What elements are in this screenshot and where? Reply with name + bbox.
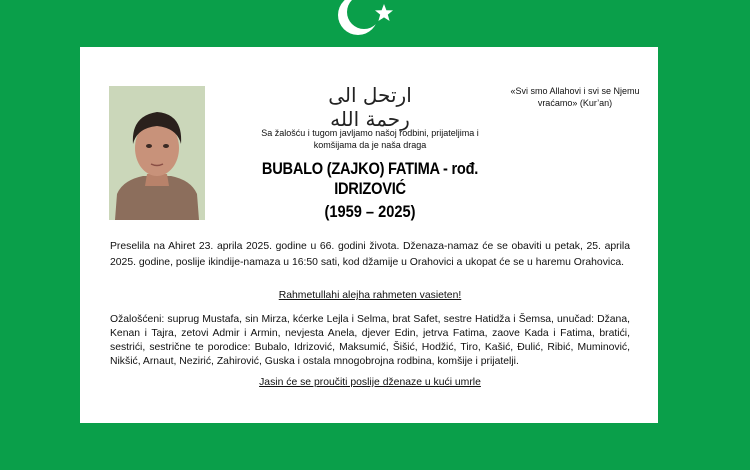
deceased-name: BUBALO (ZAJKO) FATIMA - rođ. IDRIZOVIĆ [261, 159, 479, 198]
crescent-star-icon [338, 0, 398, 40]
prayer-line: Rahmetullahi alejha rahmeten vasieten! [278, 290, 462, 301]
life-years: (1959 – 2025) [324, 202, 416, 221]
portrait-image [109, 86, 205, 220]
mourners-list: Ožalošćeni: suprug Mustafa, sin Mirza, kćerke Lejla i Selma, brat Safet, sestre Hatidža i Šemsa, unučad: Džana, Kenan i Tajra, zetovi Admir i Armin, nevjesta Anela, djever Edin, jetrva Fatima, zaove Kada i Fatima, bratići, sestrići, sestrične te porodice: Bubalo, Idrizović, Maksumić, Šišić, Hodžić, Tiro, Kašić, Đulić, Ribić, Muminović, Nikšić, Arnaut, Nezirić, Zahirović, Guska i ostala mnogobrojna rodbina, komšije i prijatelji. [110, 314, 630, 367]
obituary-card [80, 47, 658, 423]
arabic-calligraphy: ارتحل الى رحمة الله [328, 83, 412, 131]
funeral-details: Preselila na Ahiret 23. aprila 2025. godine u 66. godini života. Dženaza-namaz će se obaviti u petak, 25. aprila 2025. godine, poslije ikindije-namaza u 16:50 sati, kod džamije u Orahovici a ukopat će se u haremu Orahovica. [110, 241, 630, 268]
jasin-note: Jasin će se proučiti poslije dženaze u kući umrle [259, 377, 481, 388]
intro-text: Sa žalošću i tugom javljamo našoj rodbini, prijateljima i komšijama da je naša draga [261, 128, 479, 150]
deceased-photo [109, 86, 205, 220]
quran-quote: «Svi smo Allahovi i svi se Njemu vraćamo» (Kur’an) [510, 86, 640, 108]
